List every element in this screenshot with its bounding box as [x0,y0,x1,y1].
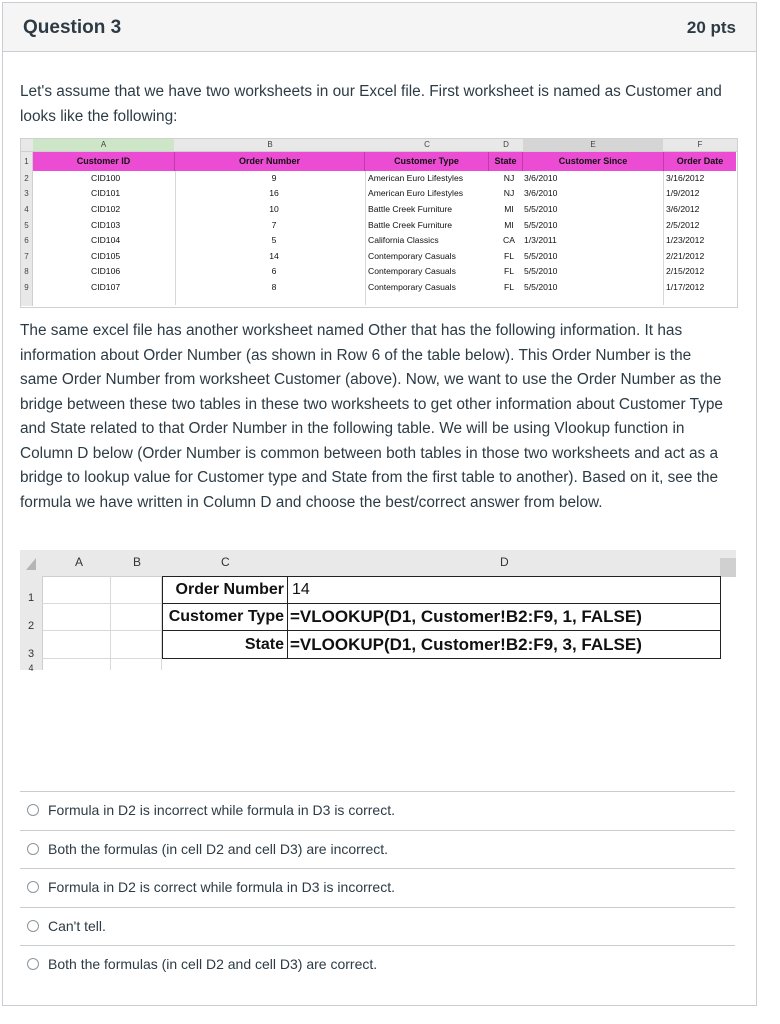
col-header-b: B [175,139,365,152]
col-header-a: A [33,139,174,152]
radio-button[interactable] [27,958,39,970]
radio-button[interactable] [27,881,39,893]
answer-label: Formula in D2 is incorrect while formula in D3 is correct. [48,802,395,818]
cell-customer-since: 5/5/2010 [524,282,558,292]
answer-option[interactable] [20,791,735,830]
cell-customer-since: 3/6/2010 [524,188,558,198]
answer-option[interactable] [20,830,735,869]
row-number: 6 [21,233,33,249]
cell-order-date: 1/23/2012 [666,235,705,245]
col-header-c: C [221,555,230,569]
cell-customer-type: Battle Creek Furniture [368,204,453,214]
question-body: The same excel file has another worksheet named Other that has the following information. It has information about Order Number (as shown in Row 6 of the table below). This Order Number is the same Order Number from worksheet Customer (above). Now, we want to use the Order Number as the bridge between these two tables in these two worksheets to get other information about Customer Type and State related to that Order Number in the following table. We will be using Vlookup function in Column D below (Order Number is common between both tables in those two worksheets and act as a bridge to lookup value for Customer type and State from the first table to another). Based on it, see the formula we have written in Column D and choose the best/correct answer from below. [20,322,723,511]
header-order-number: Order Number [175,152,365,171]
col-header-b: B [133,555,142,569]
row-number: 3 [21,186,33,202]
col-header-d: D [500,555,509,569]
radio-button[interactable] [27,920,39,932]
cell-state: NJ [503,173,515,183]
formula-d3: =VLOOKUP(D1, Customer!B2:F9, 3, FALSE) [290,635,642,654]
cell-state: CA [503,235,515,245]
cell-order-number: 16 [269,188,279,198]
cell-order-date: 2/15/2012 [666,266,705,276]
col-header-c: C [365,139,489,152]
cell-customer-type: Contemporary Casuals [368,251,456,261]
cell-customer-type: California Classics [368,235,439,245]
cell-state: FL [503,251,515,261]
row-number: 4 [28,663,34,673]
col-header-f: F [663,139,737,152]
row-number: 4 [21,202,33,218]
cell-state: FL [503,266,515,276]
answer-label: Both the formulas (in cell D2 and cell D3) are incorrect. [48,840,389,857]
header-customer-type: Customer Type [365,152,489,171]
cell-order-date: 3/16/2012 [666,173,705,183]
formula-d2: =VLOOKUP(D1, Customer!B2:F9, 1, FALSE) [290,607,642,626]
answer-option[interactable] [20,945,735,984]
answer-option[interactable] [20,868,735,907]
cell-customer-id: CID105 [91,251,121,261]
cell-customer-type: Battle Creek Furniture [368,220,453,230]
row-number: 3 [27,648,35,660]
cell-order-number: 14 [269,251,279,261]
row-number: 1 [27,592,35,604]
header-customer-since: Customer Since [523,152,664,171]
cell-customer-id: CID100 [91,173,121,183]
answer-label: Both the formulas (in cell D2 and cell D3) are correct. [48,956,378,972]
label-customer-type: Customer Type [168,608,284,625]
cell-customer-since: 3/6/2010 [524,173,558,183]
header-customer-id: Customer ID [33,152,175,171]
cell-customer-type: Contemporary Casuals [368,266,456,276]
cell-order-number: 7 [271,220,277,230]
row-number: 5 [21,218,33,233]
row-number: 2 [27,620,35,632]
cell-state: MI [504,220,514,230]
radio-button[interactable] [27,843,39,855]
row-number: 9 [21,280,33,306]
cell-customer-id: CID107 [91,282,121,292]
cell-customer-since: 1/3/2011 [524,235,557,245]
row-number: 1 [21,152,33,171]
question-points: 20 pts [686,18,736,37]
cell-state: MI [504,204,514,214]
cell-order-date: 3/6/2012 [666,204,700,214]
cell-order-number: 5 [271,235,277,245]
cell-order-number: 8 [271,282,277,292]
cell-customer-id: CID106 [91,266,121,276]
cell-customer-type: Contemporary Casuals [368,282,456,292]
cell-customer-since: 5/5/2010 [524,204,558,214]
other-worksheet-image [20,550,736,673]
row-number: 7 [21,249,33,264]
label-order-number: Order Number [175,581,284,598]
cell-customer-id: CID103 [91,220,121,230]
cell-order-number: 6 [271,266,277,276]
answer-label: Can't tell. [48,917,106,934]
customer-worksheet-image [20,138,738,308]
cell-customer-id: CID104 [91,235,121,245]
select-all-icon [20,550,42,576]
cell-customer-id: CID101 [91,188,121,198]
cell-state: FL [503,282,515,292]
cell-customer-type: American Euro Lifestyles [368,173,464,183]
cell-order-date: 2/5/2012 [666,220,700,230]
cell-customer-type: American Euro Lifestyles [368,188,464,198]
col-header-a: A [75,555,84,569]
header-order-date: Order Date [664,152,736,171]
cell-order-date: 2/21/2012 [666,251,705,261]
header-state: State [489,152,523,171]
cell-order-date: 1/9/2012 [666,188,700,198]
cell-order-date: 1/17/2012 [666,282,705,292]
question-title: Question 3 [23,17,122,38]
col-header-d: D [489,139,523,152]
order-number-value: 14 [292,581,310,598]
row-number: 8 [21,264,33,280]
cell-customer-id: CID102 [91,204,121,214]
cell-customer-since: 5/5/2010 [524,251,558,261]
radio-button[interactable] [27,804,39,816]
cell-customer-since: 5/5/2010 [524,220,558,230]
question-header [3,3,756,52]
col-header-e: E [523,139,663,152]
answer-option[interactable] [20,907,735,946]
cell-order-number: 10 [269,204,279,214]
row-number: 2 [21,171,33,186]
cell-order-number: 9 [271,173,277,183]
question-intro: Let's assume that we have two worksheets in our Excel file. First worksheet is named as Customer and looks like the following: [20,83,722,125]
label-state: State [244,636,284,653]
answer-list [20,791,735,984]
answer-label: Formula in D2 is correct while formula in D3 is incorrect. [48,879,395,895]
cell-state: NJ [503,188,515,198]
cell-customer-since: 5/5/2010 [524,266,558,276]
